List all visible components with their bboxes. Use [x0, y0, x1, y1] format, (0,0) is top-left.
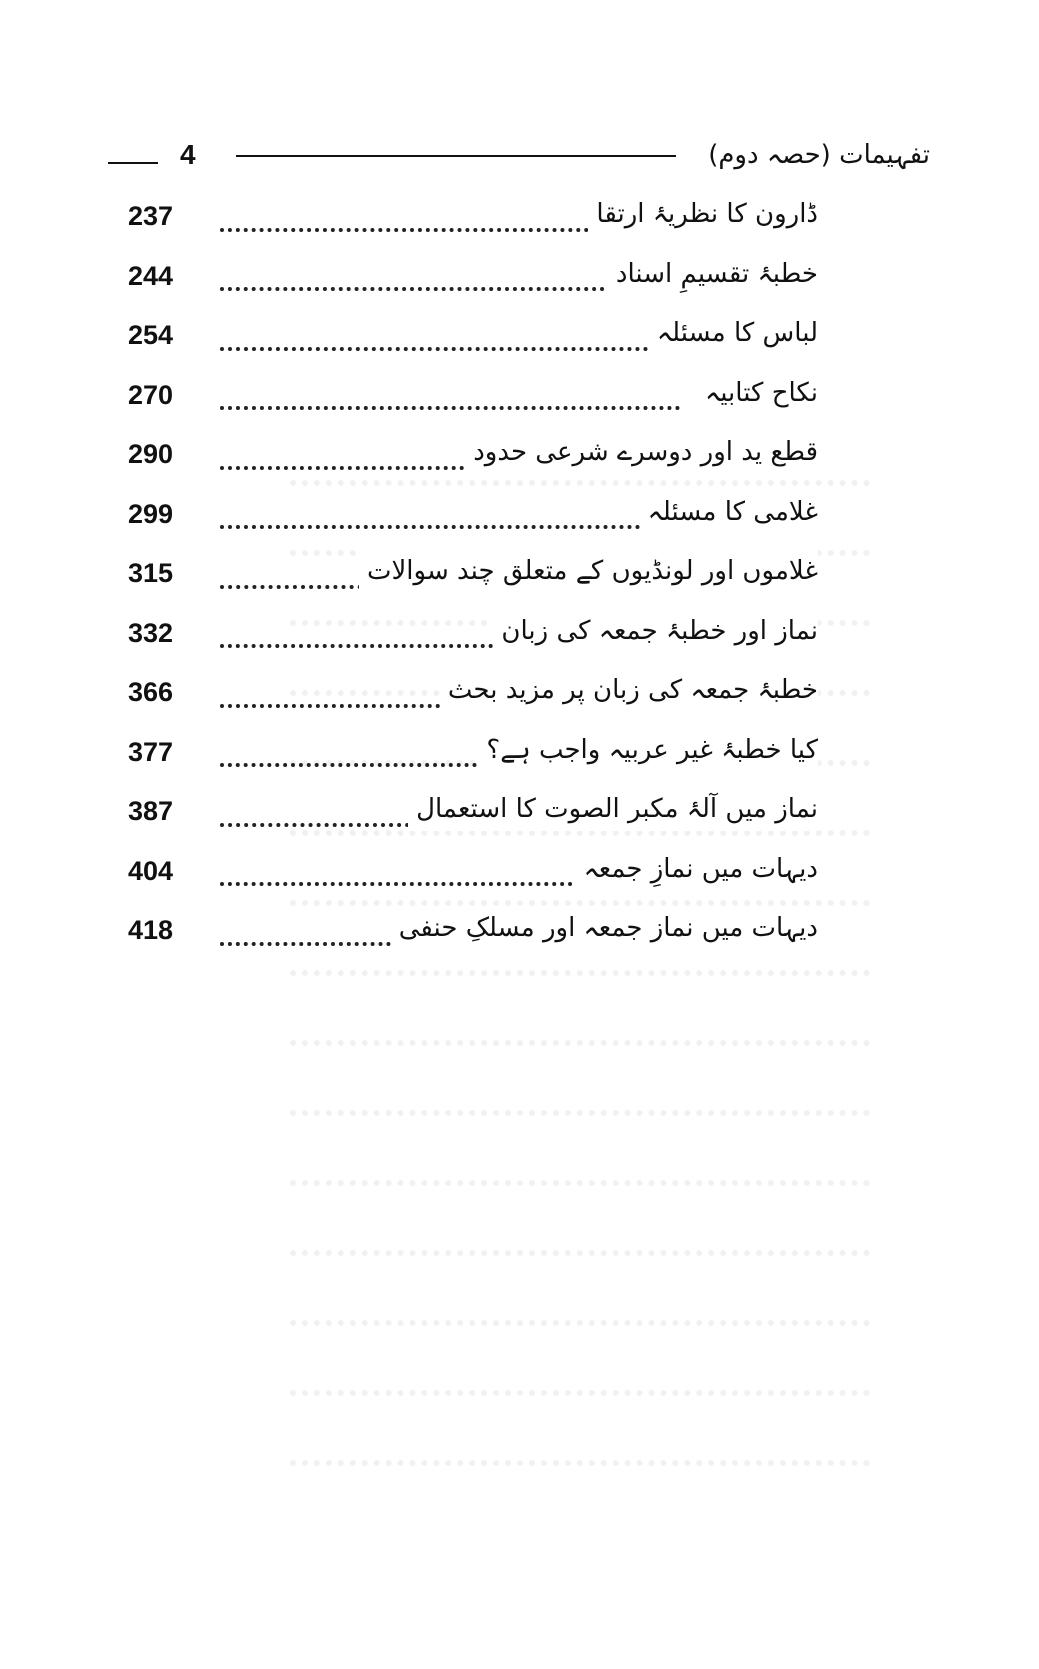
toc-entry: [128, 430, 818, 490]
toc-page-number: 244: [128, 260, 174, 291]
toc-page-number: 418: [128, 915, 174, 945]
header-rule: [236, 155, 676, 157]
dot-leader: [220, 585, 370, 589]
toc-page-number: 315: [128, 558, 174, 588]
toc-page-number: 290: [128, 439, 174, 469]
toc-entry: [128, 787, 818, 847]
page-number: 4: [180, 139, 196, 170]
page-header: [108, 138, 930, 178]
toc-entry: [128, 847, 818, 907]
toc-title: غلامی کا مسئلہ: [640, 490, 818, 534]
toc-page-number: 237: [128, 201, 174, 231]
toc-title: نکاح کتابیہ: [697, 371, 818, 415]
toc-title: نماز میں آلۂ مکبر الصوت کا استعمال: [408, 787, 818, 831]
toc-entry: [128, 371, 818, 431]
toc-title: غلاموں اور لونڈیوں کے متعلق چند سوالات: [359, 549, 818, 593]
toc-entry: [128, 728, 818, 788]
toc-title: کیا خطبۂ غیر عربیہ واجب ہے؟: [478, 728, 818, 772]
dot-leader: [220, 406, 680, 410]
toc-title: قطع ید اور دوسرے شرعی حدود: [465, 430, 818, 474]
header-dash: [108, 162, 158, 164]
toc-page-number: 332: [128, 617, 174, 648]
toc-page-number: 270: [128, 379, 174, 410]
dot-leader: [220, 882, 620, 886]
toc-entry: [128, 906, 818, 966]
table-of-contents: [128, 192, 818, 966]
toc-page-number: 254: [128, 320, 174, 350]
dot-leader: [220, 525, 680, 529]
toc-title: خطبۂ جمعہ کی زبان پر مزید بحث: [440, 668, 818, 712]
toc-title: خطبۂ تقسیمِ اسناد: [608, 252, 818, 296]
toc-page-number: 299: [128, 498, 174, 529]
toc-entry: [128, 609, 818, 669]
toc-entry: [128, 490, 818, 550]
toc-page-number: 387: [128, 796, 174, 826]
dot-leader: [220, 347, 680, 351]
toc-entry: [128, 311, 818, 371]
toc-entry: [128, 192, 818, 252]
toc-entry: [128, 549, 818, 609]
toc-entry: [128, 252, 818, 312]
toc-title: دیہات میں نمازِ جمعہ: [576, 847, 818, 891]
toc-page-number: 377: [128, 736, 174, 767]
toc-title: ڈارون کا نظریۂ ارتقا: [588, 192, 818, 236]
toc-page-number: 404: [128, 855, 174, 886]
dot-leader: [220, 287, 660, 291]
toc-title: دیہات میں نماز جمعہ اور مسلکِ حنفی: [391, 906, 818, 950]
toc-title: نماز اور خطبۂ جمعہ کی زبان: [493, 609, 818, 653]
toc-page-number: 366: [128, 677, 174, 707]
running-title: تفہیمات (حصہ دوم): [708, 140, 930, 170]
toc-title: لباس کا مسئلہ: [649, 311, 818, 355]
toc-entry: [128, 668, 818, 728]
